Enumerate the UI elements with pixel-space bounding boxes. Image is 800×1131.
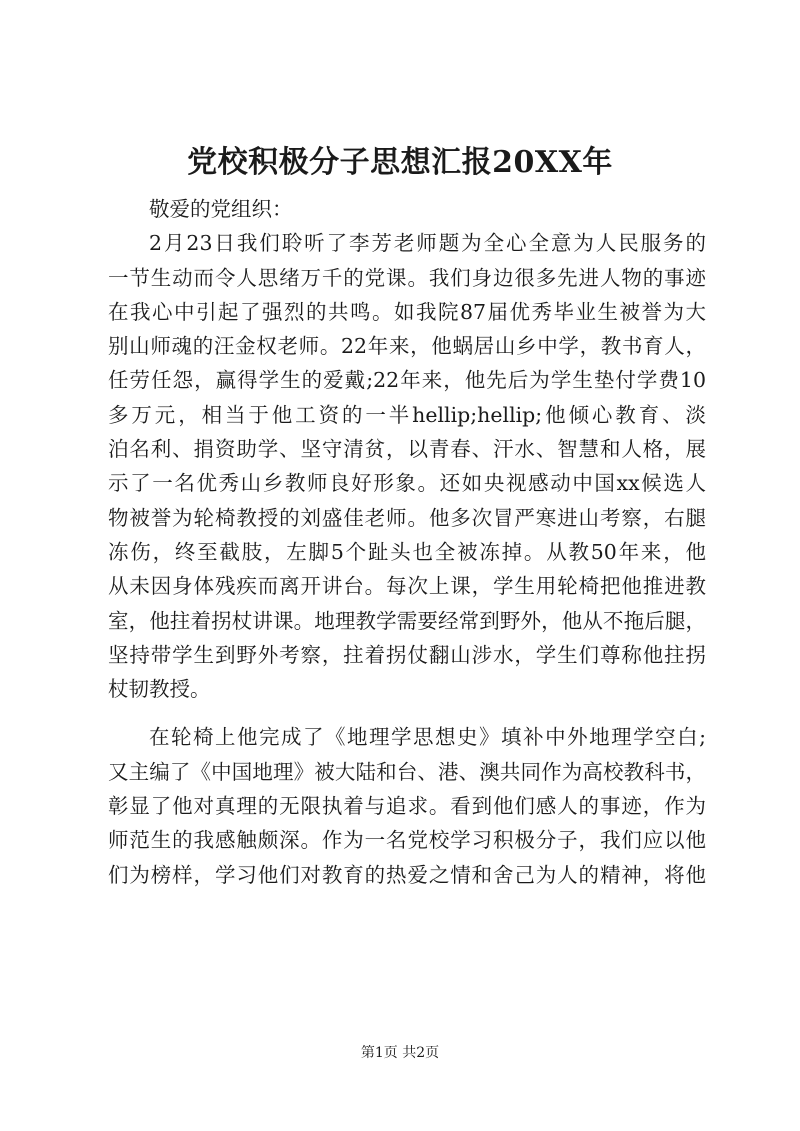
document-title: 党校积极分子思想汇报20XX年 <box>187 145 613 180</box>
paragraph-line: 师范生的我感触颇深。作为一名党校学习积极分子，我们应以他 <box>108 828 706 853</box>
salutation: 敬爱的党组织： <box>149 197 293 221</box>
paragraph-line: 别山师魂的汪金权老师。22年来，他蜗居山乡中学，教书育人， <box>108 334 706 359</box>
paragraph-line: 冻伤，终至截肢，左脚5个趾头也全被冻掉。从教50年来，他 <box>108 539 706 564</box>
paragraph-line: 在我心中引起了强烈的共鸣。如我院87届优秀毕业生被誉为大 <box>108 299 706 324</box>
document-body <box>108 192 706 892</box>
paragraph-line: 从未因身体残疾而离开讲台。每次上课，学生用轮椅把他推进教 <box>108 574 706 599</box>
paragraph-line: 们为榜样，学习他们对教育的热爱之情和舍己为人的精神，将他 <box>108 862 706 887</box>
paragraph-line: 彰显了他对真理的无限执着与追求。看到他们感人的事迹，作为 <box>108 794 706 819</box>
paragraph-line: 在轮椅上他完成了《地理学思想史》填补中外地理学空白; <box>149 725 706 750</box>
paragraph-line: 杖韧教授。 <box>108 677 211 702</box>
paragraph-line: 多万元，相当于他工资的一半hellip;hellip;他倾心教育、淡 <box>108 402 706 427</box>
paragraph-line: 一节生动而令人思绪万千的党课。我们身边很多先进人物的事迹 <box>108 265 706 290</box>
paragraph-line: 又主编了《中国地理》被大陆和台、港、澳共同作为高校教科书， <box>108 759 706 784</box>
paragraph-line: 室，他拄着拐杖讲课。地理教学需要经常到野外，他从不拖后腿， <box>108 608 706 633</box>
paragraph-line: 物被誉为轮椅教授的刘盛佳老师。他多次冒严寒进山考察，右腿 <box>108 505 706 530</box>
paragraph-1 <box>108 226 706 706</box>
page-footer: 第1页 共2页 <box>360 1045 440 1061</box>
paragraph-line: 任劳任怨，赢得学生的爱戴;22年来，他先后为学生垫付学费10 <box>108 368 706 393</box>
paragraph-2 <box>108 720 706 891</box>
paragraph-line: 示了一名优秀山乡教师良好形象。还如央视感动中国xx候选人 <box>108 471 706 496</box>
paragraph-line: 坚持带学生到野外考察，拄着拐仗翻山涉水，学生们尊称他拄拐 <box>108 642 706 667</box>
paragraph-line: 2月23日我们聆听了李芳老师题为全心全意为人民服务的 <box>149 231 706 256</box>
paragraph-line: 泊名利、捐资助学、坚守清贫，以青春、汗水、智慧和人格，展 <box>108 437 706 462</box>
